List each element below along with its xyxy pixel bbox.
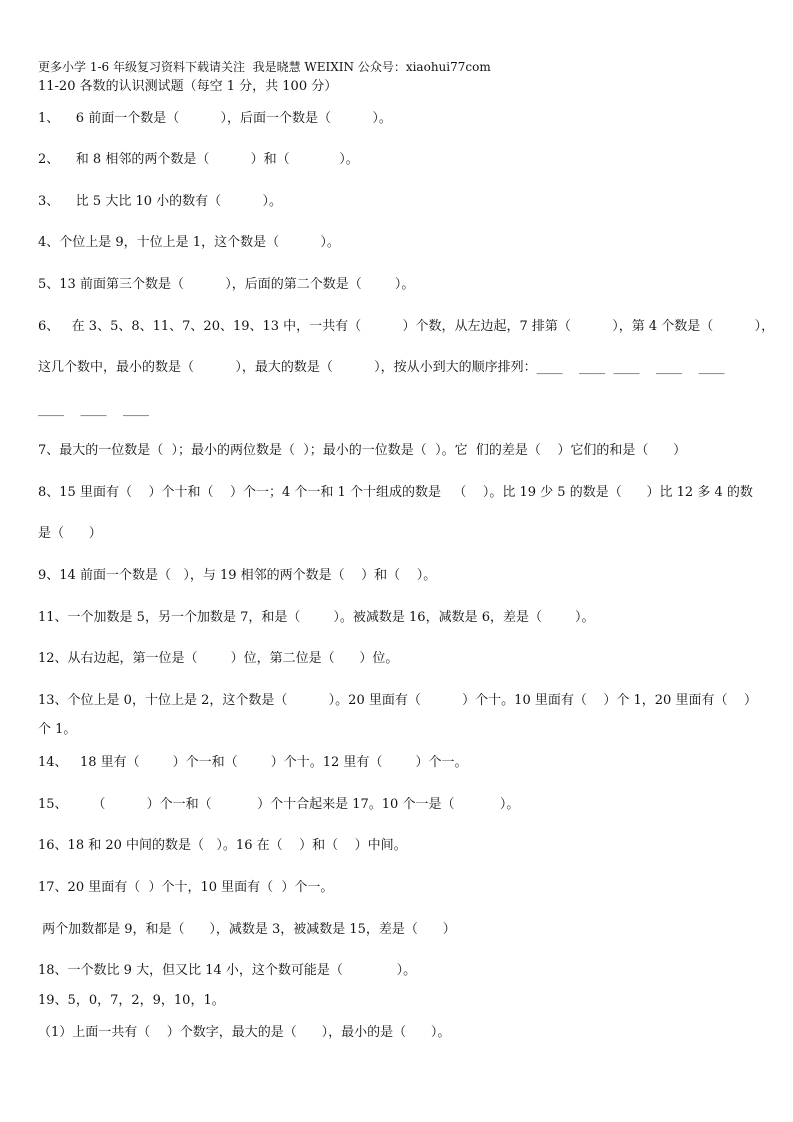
question-19-part-1: （1）上面一共有（ ）个数字，最大的是（ ），最小的是（ ）。 — [38, 1025, 451, 1040]
question-17: 17、20 里面有（ ）个十，10 里面有（ ）个一。 — [38, 880, 334, 895]
question-12: 12、从右边起，第一位是（ ）位，第二位是（ ）位。 — [38, 651, 399, 666]
question-17-extra: 两个加数都是 9，和是（ ），减数是 3，被减数是 15，差是（ ） — [38, 922, 456, 937]
page-title: 11-20 各数的认识测试题（每空 1 分，共 100 分） — [38, 79, 338, 94]
question-8-line-1: 8、15 里面有（ ）个十和（ ）个一；4 个一和 1 个十组成的数是 （ ）。比 19 少 5 的数是（ ）比 12 多 4 的数 — [38, 485, 753, 500]
question-2: 2、 和 8 相邻的两个数是（ ）和（ ）。 — [38, 152, 359, 167]
question-6-line-3: ____ ____ ____ — [38, 402, 150, 417]
question-9: 9、14 前面一个数是（ ），与 19 相邻的两个数是（ ）和（ ）。 — [38, 568, 437, 583]
header-promo: 更多小学 1-6 年级复习资料下载请关注 我是晓慧 WEIXIN 公众号：xiaohui77com — [38, 60, 491, 74]
question-7: 7、最大的一位数是（ ）；最小的两位数是（ ）；最小的一位数是（ ）。它 们的差是（ ）它们的和是（ ） — [38, 443, 687, 458]
question-15: 15、 （ ）个一和（ ）个十合起来是 17。10 个一是（ ）。 — [38, 797, 520, 812]
question-3: 3、 比 5 大比 10 小的数有（ ）。 — [38, 194, 282, 209]
question-8-line-2: 是（ ） — [38, 526, 102, 541]
question-16: 16、18 和 20 中间的数是（ ）。16 在（ ）和（ ）中间。 — [38, 838, 407, 853]
question-13-line-2: 个 1。 — [38, 722, 77, 737]
question-4: 4、个位上是 9，十位上是 1，这个数是（ ）。 — [38, 235, 340, 250]
question-18: 18、一个数比 9 大，但又比 14 小，这个数可能是（ ）。 — [38, 963, 417, 978]
question-19: 19、5，0，7，2，9，10，1。 — [38, 993, 225, 1008]
question-6-line-1: 6、 在 3、5、8、11、7、20、19、13 中，一共有（ ）个数，从左边起，7 排第（ ），第 4 个数是（ ）， — [38, 319, 775, 334]
question-13-line-1: 13、个位上是 0，十位上是 2，这个数是（ ）。20 里面有（ ）个十。10 里面有（ ）个 1，20 里面有（ ） — [38, 693, 757, 708]
question-1: 1、 6 前面一个数是（ ），后面一个数是（ ）。 — [38, 111, 392, 126]
question-11: 11、一个加数是 5，另一个加数是 7，和是（ ）。被减数是 16，减数是 6，差是（ ）。 — [38, 610, 595, 625]
question-5: 5、13 前面第三个数是（ ），后面的第二个数是（ ）。 — [38, 277, 415, 292]
question-14: 14、 18 里有（ ）个一和（ ）个十。12 里有（ ）个一。 — [38, 755, 468, 770]
question-6-line-2: 这几个数中，最小的数是（ ），最大的数是（ ），按从小到大的顺序排列：____ ____ ____ ____ ____ — [38, 360, 725, 375]
